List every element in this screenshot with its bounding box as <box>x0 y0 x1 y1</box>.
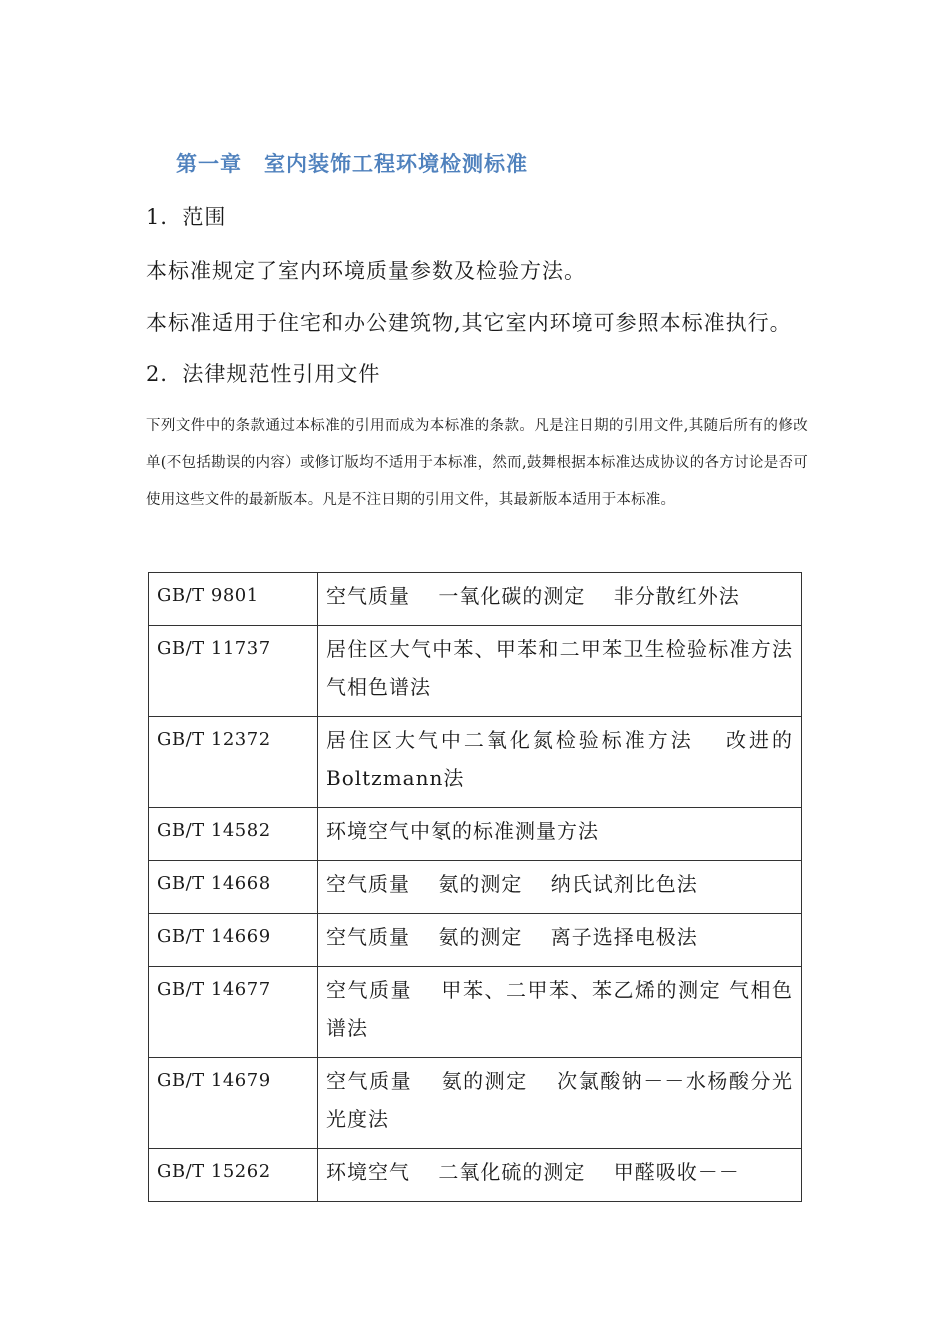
table-row <box>149 1149 802 1202</box>
paragraph-scope-1: 本标准规定了室内环境质量参数及检验方法。 <box>146 259 586 283</box>
references-table <box>148 572 802 1202</box>
standard-title: 空气质量 一氧化碳的测定 非分散红外法 <box>318 573 802 626</box>
table-row <box>149 573 802 626</box>
standard-title: 居住区大气中二氧化氮检验标准方法 改进的Boltzmann法 <box>318 717 802 808</box>
standard-code: GB/T 9801 <box>149 573 318 626</box>
table-row <box>149 1058 802 1149</box>
standard-code: GB/T 15262 <box>149 1149 318 1202</box>
standard-code: GB/T 11737 <box>149 626 318 717</box>
standard-code: GB/T 14679 <box>149 1058 318 1149</box>
standard-code: GB/T 14669 <box>149 914 318 967</box>
standard-title: 空气质量 氨的测定 离子选择电极法 <box>318 914 802 967</box>
table-row <box>149 967 802 1058</box>
paragraph-references-intro: 下列文件中的条款通过本标准的引用而成为本标准的条款。凡是注日期的引用文件,其随后所有的修改单(不包括勘误的内容）或修订版均不适用于本标准，然而,鼓舞根据本标准达成协议的各方讨论是否可使用这些文件的最新版本。凡是不注日期的引用文件，其最新版本适用于本标准。 <box>146 418 808 508</box>
standard-code: GB/T 14582 <box>149 808 318 861</box>
standard-title: 空气质量 甲苯、二甲苯、苯乙烯的测定 气相色谱法 <box>318 967 802 1058</box>
section-heading-references: 2．法律规范性引用文件 <box>146 362 381 386</box>
standard-title: 环境空气 二氧化硫的测定 甲醛吸收－－ <box>318 1149 802 1202</box>
standard-code: GB/T 12372 <box>149 717 318 808</box>
table-row <box>149 861 802 914</box>
section-heading-scope: 1．范围 <box>146 205 227 229</box>
standard-title: 空气质量 氨的测定 次氯酸钠－－水杨酸分光光度法 <box>318 1058 802 1149</box>
standard-title: 居住区大气中苯、甲苯和二甲苯卫生检验标准方法 气相色谱法 <box>318 626 802 717</box>
standard-code: GB/T 14677 <box>149 967 318 1058</box>
table-row <box>149 626 802 717</box>
chapter-title: 第一章 室内装饰工程环境检测标准 <box>176 152 528 176</box>
standard-code: GB/T 14668 <box>149 861 318 914</box>
standard-title: 空气质量 氨的测定 纳氏试剂比色法 <box>318 861 802 914</box>
paragraph-scope-2: 本标准适用于住宅和办公建筑物,其它室内环境可参照本标准执行。 <box>146 311 792 335</box>
standard-title: 环境空气中氡的标准测量方法 <box>318 808 802 861</box>
table-row <box>149 808 802 861</box>
table-row <box>149 914 802 967</box>
table-row <box>149 717 802 808</box>
